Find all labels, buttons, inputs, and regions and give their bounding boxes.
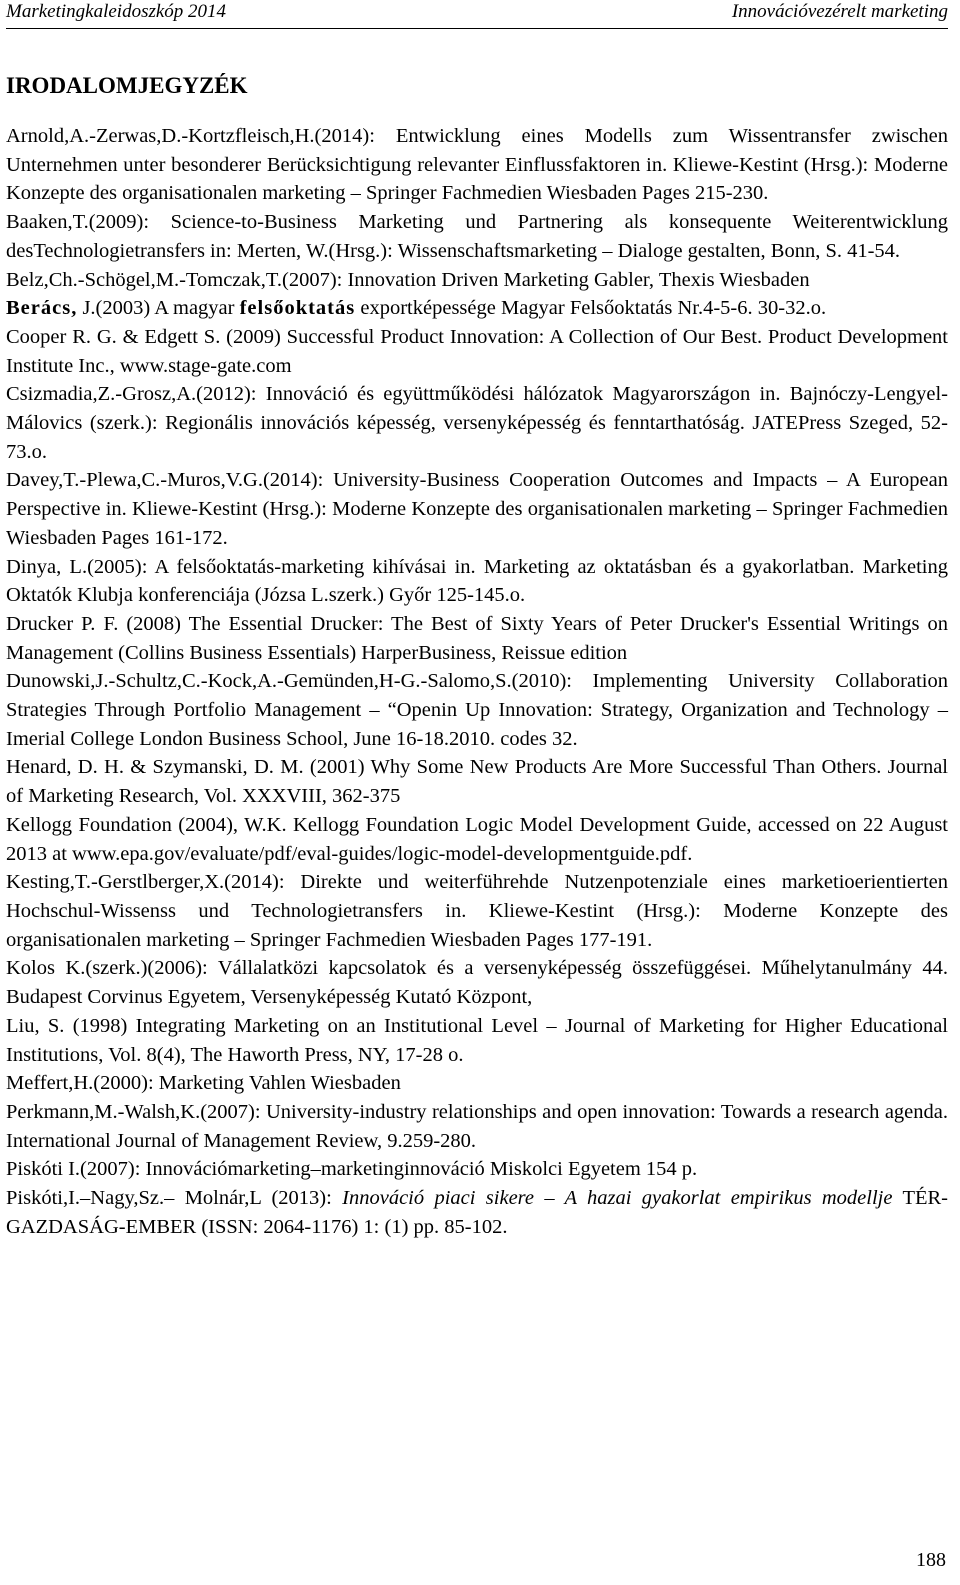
reference-title-italic: Innováció piaci sikere – A hazai gyakorlat empirikus modellje [342, 1187, 893, 1210]
reference-entry: Liu, S. (1998) Integrating Marketing on an Institutional Level – Journal of Marketing for Higher Educational Institutions, Vol. 8(4), The Haworth Press, NY, 17-28 o. [6, 1014, 948, 1066]
header-section-title: Innovációvezérelt marketing [731, 1, 948, 22]
reference-text: J.(2003) A magyar [77, 297, 240, 320]
page-number: 188 [916, 1549, 946, 1571]
running-header [6, 0, 948, 29]
reference-entry: Dunowski,J.-Schultz,C.-Kock,A.-Gemünden,H-G.-Salomo,S.(2010): Implementing University Collaboration Strategies Through Portfolio Management – “Openin Up Innovation: Strategy, Organization and Technology – Imerial College London Business School, June 16-18.2010. codes 32. [6, 670, 948, 750]
reference-keyword-bold: felsőoktatás [239, 297, 356, 320]
reference-entry: Henard, D. H. & Szymanski, D. M. (2001) Why Some New Products Are More Successful Than Others. Journal of Marketing Research, Vol. XXXVIII, 362-375 [6, 756, 948, 808]
reference-entry: Kellogg Foundation (2004), W.K. Kellogg Foundation Logic Model Development Guide, accessed on 22 August 2013 at www.epa.gov/evaluate/pdf/eval-guides/logic-model-developmentguide.pdf. [6, 813, 948, 865]
reference-entry: Davey,T.-Plewa,C.-Muros,V.G.(2014): University-Business Cooperation Outcomes and Impacts – A European Perspective in. Kliewe-Kestint (Hrsg.): Moderne Konzepte des organisationalen marketing – Springer Fachmedien Wiesbaden Pages 161-172. [6, 469, 948, 549]
reference-text: TÉR-GAZDASÁG-EMBER (ISSN: 2064-1176) 1: (1) pp. 85-102. [6, 1187, 948, 1238]
reference-author-bold: Berács, [6, 297, 78, 320]
reference-entry: Kolos K.(szerk.)(2006): Vállalatközi kapcsolatok és a versenyképesség összefüggései. Műhelytanulmány 44. Budapest Corvinus Egyetem, Versenyképesség Kutató Központ, [6, 957, 948, 1009]
reference-text: exportképessége Magyar Felsőoktatás Nr.4-5-6. 30-32.o. [355, 297, 827, 320]
reference-list [6, 122, 948, 1241]
reference-entry [6, 1184, 948, 1241]
reference-entry: Arnold,A.-Zerwas,D.-Kortzfleisch,H.(2014): Entwicklung eines Modells zum Wissentransfer zwischen Unternehmen unter besonderer Berücksichtigung relevanter Einflussfaktoren in. Kliewe-Kestint (Hrsg.): Moderne Konzepte des organisationalen marketing – Springer Fachmedien Wiesbaden Pages 215-230. [6, 125, 948, 205]
reference-entry: Dinya, L.(2005): A felsőoktatás-marketing kihívásai in. Marketing az oktatásban és a gyakorlatban. Marketing Oktatók Klubja konferenciája (Józsa L.szerk.) Győr 125-145.o. [6, 555, 948, 607]
reference-entry: Drucker P. F. (2008) The Essential Drucker: The Best of Sixty Years of Peter Drucker's Essential Writings on Management (Collins Business Essentials) HarperBusiness, Reissue edition [6, 612, 948, 664]
reference-entry: Cooper R. G. & Edgett S. (2009) Successful Product Innovation: A Collection of Our Best. Product Development Institute Inc., www.stage-gate.com [6, 325, 948, 377]
reference-entry: Perkmann,M.-Walsh,K.(2007): University-industry relationships and open innovation: Towards a research agenda. International Journal of Management Review, 9.259-280. [6, 1100, 948, 1152]
reference-entry: Belz,Ch.-Schögel,M.-Tomczak,T.(2007): Innovation Driven Marketing Gabler, Thexis Wiesbaden [6, 268, 810, 291]
reference-entry [6, 294, 948, 323]
reference-entry: Kesting,T.-Gerstlberger,X.(2014): Direkte und weiterführehde Nutzenpotenziale eines marketioerientierten Hochschul-Wissenss und Technologietransfers in. Kliewe-Kestint (Hrsg.): Moderne Konzepte des organisationalen marketing – Springer Fachmedien Wiesbaden Pages 177-191. [6, 871, 948, 951]
reference-entry: Piskóti I.(2007): Innovációmarketing–marketinginnováció Miskolci Egyetem 154 p. [6, 1158, 698, 1181]
header-journal-title: Marketingkaleidoszkóp 2014 [6, 1, 227, 22]
references-heading: IRODALOMJEGYZÉK [6, 73, 248, 98]
reference-entry: Meffert,H.(2000): Marketing Vahlen Wiesbaden [6, 1072, 401, 1095]
reference-text: Piskóti,I.–Nagy,Sz.– Molnár,L (2013): [6, 1187, 343, 1210]
reference-entry: Csizmadia,Z.-Grosz,A.(2012): Innováció és együttműködési hálózatok Magyarországon in. Bajnóczy-Lengyel-Málovics (szerk.): Regionális innovációs képesség, versenyképesség és fenntarthatóság. JATEPress Szeged, 52-73.o. [6, 383, 948, 463]
reference-entry: Baaken,T.(2009): Science-to-Business Marketing und Partnering als konsequente Weiterentwicklung desTechnologietransfers in: Merten, W.(Hrsg.): Wissenschaftsmarketing – Dialoge gestalten, Bonn, S. 41-54. [6, 211, 948, 262]
